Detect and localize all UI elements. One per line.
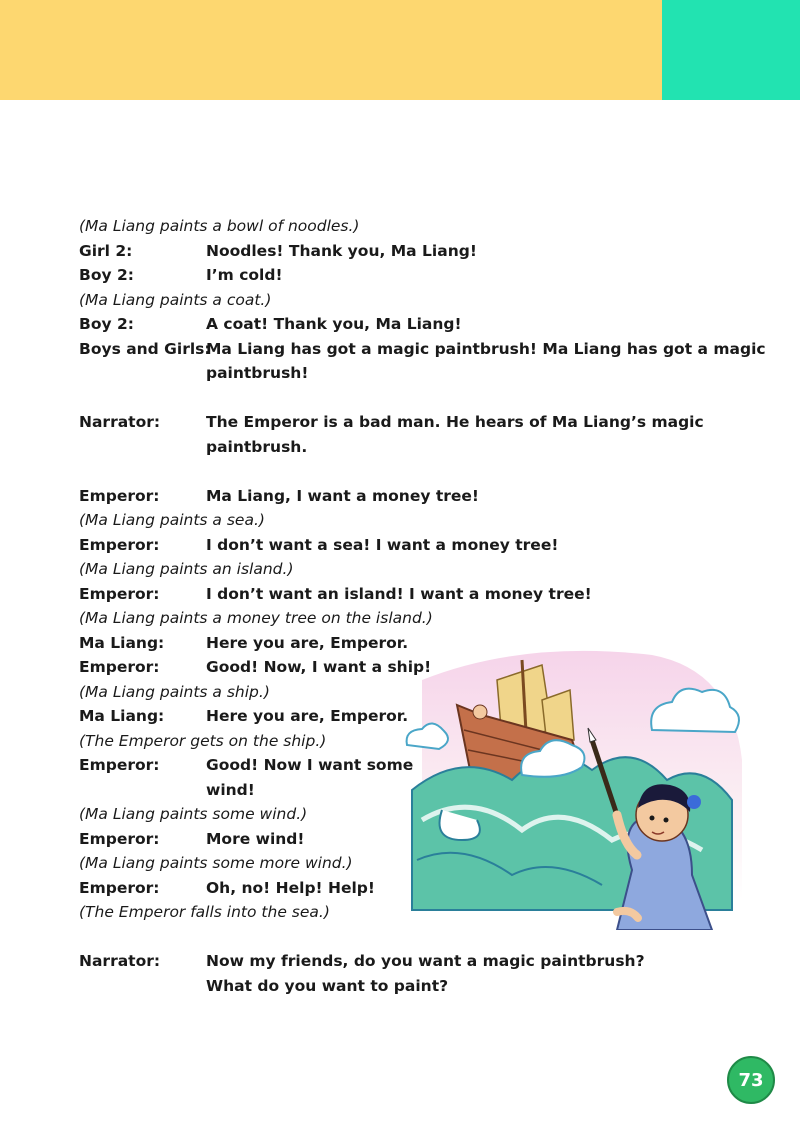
speaker-label: Emperor: — [79, 535, 160, 554]
speaker-label: Emperor: — [79, 486, 160, 505]
speaker-label: Emperor: — [79, 878, 160, 897]
dialogue-continuation — [79, 974, 719, 999]
stage-direction-text: (Ma Liang paints a sea.) — [79, 511, 265, 529]
dialogue-line — [79, 239, 719, 264]
stage-direction — [79, 508, 719, 533]
stage-direction-text: (Ma Liang paints a bowl of noodles.) — [79, 217, 360, 235]
speaker-label: Boys and Girls: — [79, 339, 211, 358]
dialogue-text: Oh, no! Help! Help! — [206, 878, 375, 897]
speaker-label: Girl 2: — [79, 241, 133, 260]
dialogue-text: Here you are, Emperor. — [206, 633, 409, 652]
speaker-label: Narrator: — [79, 952, 161, 970]
dialogue-text: Here you are, Emperor. — [206, 707, 409, 725]
header-band-yellow — [0, 0, 662, 100]
dialogue-text: The Emperor is a bad man. He hears of Ma Liang’s magic — [206, 413, 704, 431]
dialogue-line — [79, 410, 719, 435]
header-band-green — [662, 0, 800, 100]
stage-direction-text: (Ma Liang paints a money tree on the island.) — [79, 609, 433, 627]
stage-direction — [79, 606, 719, 631]
dialogue-text: Noodles! Thank you, Ma Liang! — [206, 241, 477, 260]
speaker-label: Ma Liang: — [79, 707, 165, 725]
stage-direction-text: (Ma Liang paints some wind.) — [79, 805, 308, 823]
speaker-label: Ma Liang: — [79, 633, 165, 652]
dialogue-text: What do you want to paint? — [206, 976, 449, 995]
stage-direction-text: (The Emperor gets on the ship.) — [79, 731, 327, 750]
dialogue-text: I don’t want an island! I want a money tree! — [206, 584, 592, 603]
dialogue-line — [79, 582, 719, 607]
dialogue-continuation — [79, 435, 719, 460]
speaker-label: Emperor: — [79, 829, 160, 848]
speaker-label: Emperor: — [79, 658, 160, 676]
script-gap — [79, 386, 719, 411]
speaker-label: Emperor: — [79, 756, 160, 774]
stage-direction-text: (The Emperor falls into the sea.) — [79, 903, 330, 921]
cloud — [407, 723, 448, 749]
speaker-label: Boy 2: — [79, 266, 134, 284]
stage-direction-text: (Ma Liang paints some more wind.) — [79, 854, 353, 872]
dialogue-continuation — [79, 361, 719, 386]
dialogue-text: paintbrush. — [206, 437, 308, 456]
dialogue-line — [79, 337, 766, 362]
dialogue-text: More wind! — [206, 829, 305, 848]
dialogue-text: Ma Liang, I want a money tree! — [206, 486, 479, 505]
stage-direction-text: (Ma Liang paints a ship.) — [79, 682, 270, 701]
dialogue-text: Ma Liang has got a magic paintbrush! Ma Liang has got a magic — [206, 339, 766, 358]
stage-direction — [79, 214, 719, 239]
stage-direction — [79, 288, 719, 313]
dialogue-text: Now my friends, do you want a magic paintbrush? — [206, 952, 645, 970]
dialogue-text: paintbrush! — [206, 364, 309, 382]
dialogue-text: Good! Now, I want a ship! — [206, 658, 432, 676]
dialogue-line — [79, 484, 719, 509]
speaker-label: Narrator: — [79, 413, 161, 431]
dialogue-line — [79, 263, 719, 288]
ship-and-waves-illustration — [402, 640, 747, 930]
speaker-label: Boy 2: — [79, 315, 134, 333]
emperor-figure — [473, 705, 487, 719]
dialogue-text: I’m cold! — [206, 266, 283, 284]
dialogue-text: I don’t want a sea! I want a money tree! — [206, 535, 559, 554]
stage-direction-text: (Ma Liang paints a coat.) — [79, 290, 272, 309]
page-number: 73 — [727, 1056, 775, 1104]
dialogue-line — [79, 533, 719, 558]
stage-direction — [79, 557, 719, 582]
dialogue-text: wind! — [206, 780, 255, 799]
script-gap — [79, 459, 719, 484]
dialogue-text: Good! Now I want some — [206, 756, 414, 774]
dialogue-text: A coat! Thank you, Ma Liang! — [206, 315, 462, 333]
stage-direction-text: (Ma Liang paints an island.) — [79, 560, 294, 578]
dialogue-line — [79, 312, 719, 337]
dialogue-line — [79, 949, 719, 974]
speaker-label: Emperor: — [79, 584, 160, 603]
